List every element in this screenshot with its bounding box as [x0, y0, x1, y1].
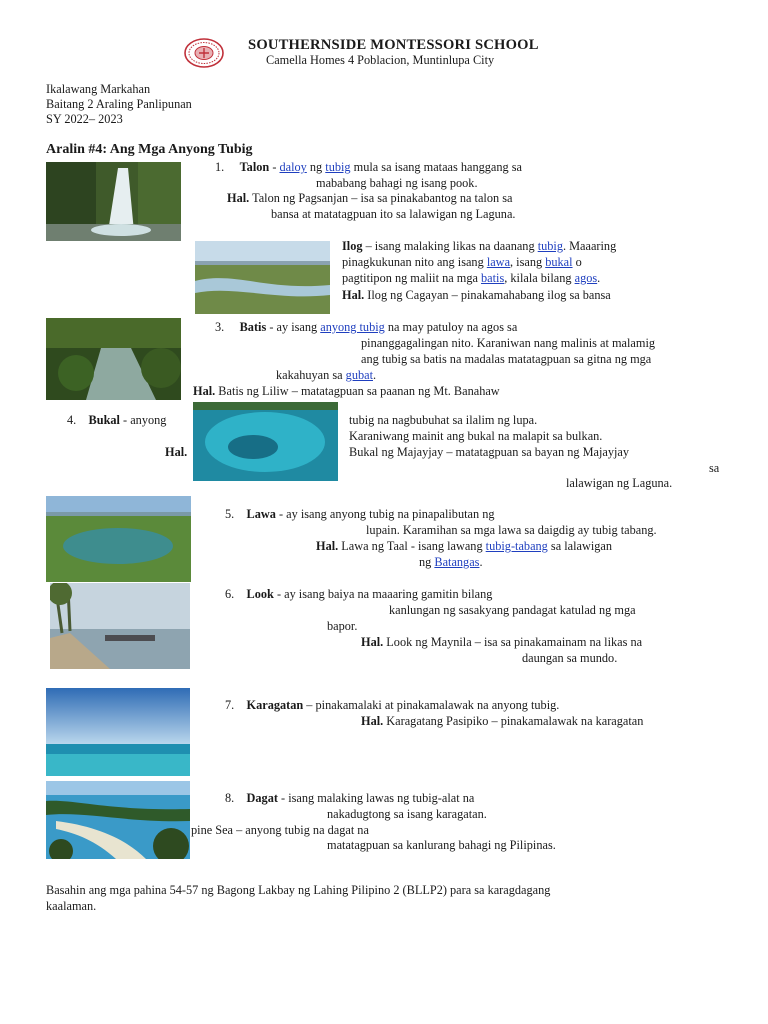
item-term: Lawa: [246, 507, 276, 521]
river-photo: [195, 241, 330, 314]
item-batis-line4: kakahuyan sa gubat.: [276, 368, 377, 382]
item-lawa-line1: 5. Lawa - ay isang anyong tubig na pinapalibutan ng: [225, 507, 495, 521]
item-dagat-line1: 8. Dagat - isang malaking lawas ng tubig-alat na: [225, 791, 475, 805]
item-ilog-line2: pinagkukunan nito ang isang lawa, isang bukal o: [342, 255, 582, 269]
hal-label: Hal.: [193, 384, 216, 398]
link-daloy[interactable]: daloy: [279, 160, 307, 174]
item-look-example: Hal. Look ng Maynila – isa sa pinakamainam na likas na: [361, 635, 643, 649]
link-tubig[interactable]: tubig: [537, 239, 563, 253]
item-ilog-line1: Ilog – isang malaking likas na daanang tubig. Maaaring: [342, 239, 617, 253]
item-number: 8.: [225, 791, 235, 805]
link-gubat[interactable]: gubat: [345, 368, 373, 382]
link-anyong-tubig[interactable]: anyong tubig: [320, 320, 385, 334]
hal-label: Hal.: [227, 191, 250, 205]
item-term: Look: [246, 587, 274, 601]
item-talon-line1: 1. Talon - daloy ng tubig mula sa isang mataas hanggang sa: [215, 160, 522, 174]
bay-photo: [50, 583, 190, 669]
item-bukal-example-end: lalawigan ng Laguna.: [566, 476, 673, 490]
link-batis[interactable]: batis: [481, 271, 505, 285]
item-term: Talon: [239, 160, 270, 174]
spring-photo: [193, 402, 338, 481]
item-bukal-line2: Karaniwang mainit ang bukal na malapit sa bulkan.: [349, 429, 603, 443]
item-karagatan-line1: 7. Karagatan – pinakamalaki at pinakamalawak na anyong tubig.: [225, 698, 560, 712]
item-look-line2: kanlungan ng sasakyang pandagat katulad ng mga: [389, 603, 636, 617]
item-lawa-example: Hal. Lawa ng Taal - isang lawang tubig-tabang sa lalawigan: [316, 539, 613, 553]
item-batis-example: Hal. Batis ng Liliw – matatagpuan sa paanan ng Mt. Banahaw: [193, 384, 500, 398]
hal-label: Hal.: [342, 288, 365, 302]
item-karagatan-example: Hal. Karagatang Pasipiko – pinakamalawak na karagatan: [361, 714, 644, 728]
lesson-title: Aralin #4: Ang Mga Anyong Tubig: [46, 142, 253, 157]
reading-note-line1: Basahin ang mga pahina 54-57 ng Bagong Lakbay ng Lahing Pilipino 2 (BLLP2) para sa karagdagang: [46, 883, 551, 897]
item-dagat-example2: matatagpuan sa kanlurang bahagi ng Pilipinas.: [327, 838, 556, 852]
link-bukal[interactable]: bukal: [545, 255, 573, 269]
item-look-line1: 6. Look - ay isang baiya na maaaring gamitin bilang: [225, 587, 493, 601]
sea-photo: [46, 781, 190, 859]
school-seal: [184, 38, 224, 68]
item-number: 1.: [215, 160, 225, 174]
item-bukal-example: Bukal ng Majayjay – matatagpuan sa bayan ng Majayjay: [349, 445, 630, 459]
item-lawa-line2: lupain. Karamihan sa mga lawa sa daigdig ay tubig tabang.: [366, 523, 657, 537]
item-term: Bukal: [88, 413, 120, 427]
link-tubig-tabang[interactable]: tubig-tabang: [485, 539, 548, 553]
item-talon-example2: bansa at matatagpuan ito sa lalawigan ng Laguna.: [271, 207, 516, 221]
item-talon-example: Hal. Talon ng Pagsanjan – isa sa pinakabantog na talon sa: [227, 191, 513, 205]
item-number: 5.: [225, 507, 235, 521]
ocean-photo: [46, 688, 190, 776]
grade-subject-label: Baitang 2 Araling Panlipunan: [46, 97, 192, 111]
item-term: Karagatan: [246, 698, 304, 712]
item-term: Ilog: [342, 239, 363, 253]
item-ilog-line3: pagtitipon ng maliit na mga batis, kilala bilang agos.: [342, 271, 601, 285]
hal-label: Hal.: [361, 635, 384, 649]
hal-label: Hal.: [165, 445, 188, 459]
school-name: SOUTHERNSIDE MONTESSORI SCHOOL: [248, 37, 539, 53]
link-tubig[interactable]: tubig: [325, 160, 351, 174]
waterfall-photo: [46, 162, 181, 241]
item-bukal-example-sa: sa: [709, 461, 720, 475]
item-term: Batis: [239, 320, 267, 334]
lake-photo: [46, 496, 191, 582]
item-number: 4.: [67, 413, 77, 427]
item-batis-line2: pinanggagalingan nito. Karaniwan nang malinis at malamig: [361, 336, 656, 350]
reading-note-line2: kaalaman.: [46, 899, 97, 913]
link-batangas[interactable]: Batangas: [434, 555, 480, 569]
item-ilog-example: Hal. Ilog ng Cagayan – pinakamahabang ilog sa bansa: [342, 288, 611, 302]
hal-label: Hal.: [316, 539, 339, 553]
item-bukal-line1a: 4. Bukal - anyong: [67, 413, 167, 427]
hal-label: Hal.: [361, 714, 384, 728]
link-lawa[interactable]: lawa: [486, 255, 511, 269]
item-dagat-example: pine Sea – anyong tubig na dagat na: [191, 823, 369, 837]
item-talon-line2: mababang bahagi ng isang pook.: [316, 176, 478, 190]
item-term: Dagat: [246, 791, 278, 805]
school-year-label: SY 2022– 2023: [46, 112, 123, 126]
quarter-label: Ikalawang Markahan: [46, 82, 151, 96]
item-number: 6.: [225, 587, 235, 601]
item-number: 7.: [225, 698, 235, 712]
school-address: Camella Homes 4 Poblacion, Muntinlupa City: [266, 53, 495, 67]
item-bukal-line1b: tubig na nagbubuhat sa ilalim ng lupa.: [349, 413, 538, 427]
item-dagat-line2: nakadugtong sa isang karagatan.: [327, 807, 487, 821]
item-look-example2: daungan sa mundo.: [522, 651, 618, 665]
link-agos[interactable]: agos: [574, 271, 598, 285]
item-look-line3: bapor.: [327, 619, 358, 633]
stream-photo: [46, 318, 181, 400]
item-batis-line3: ang tubig sa batis na madalas matatagpuan sa gitna ng mga: [361, 352, 652, 366]
item-number: 3.: [215, 320, 225, 334]
item-lawa-example2: ng Batangas.: [419, 555, 483, 569]
item-batis-line1: 3. Batis - ay isang anyong tubig na may patuloy na agos sa: [215, 320, 518, 334]
